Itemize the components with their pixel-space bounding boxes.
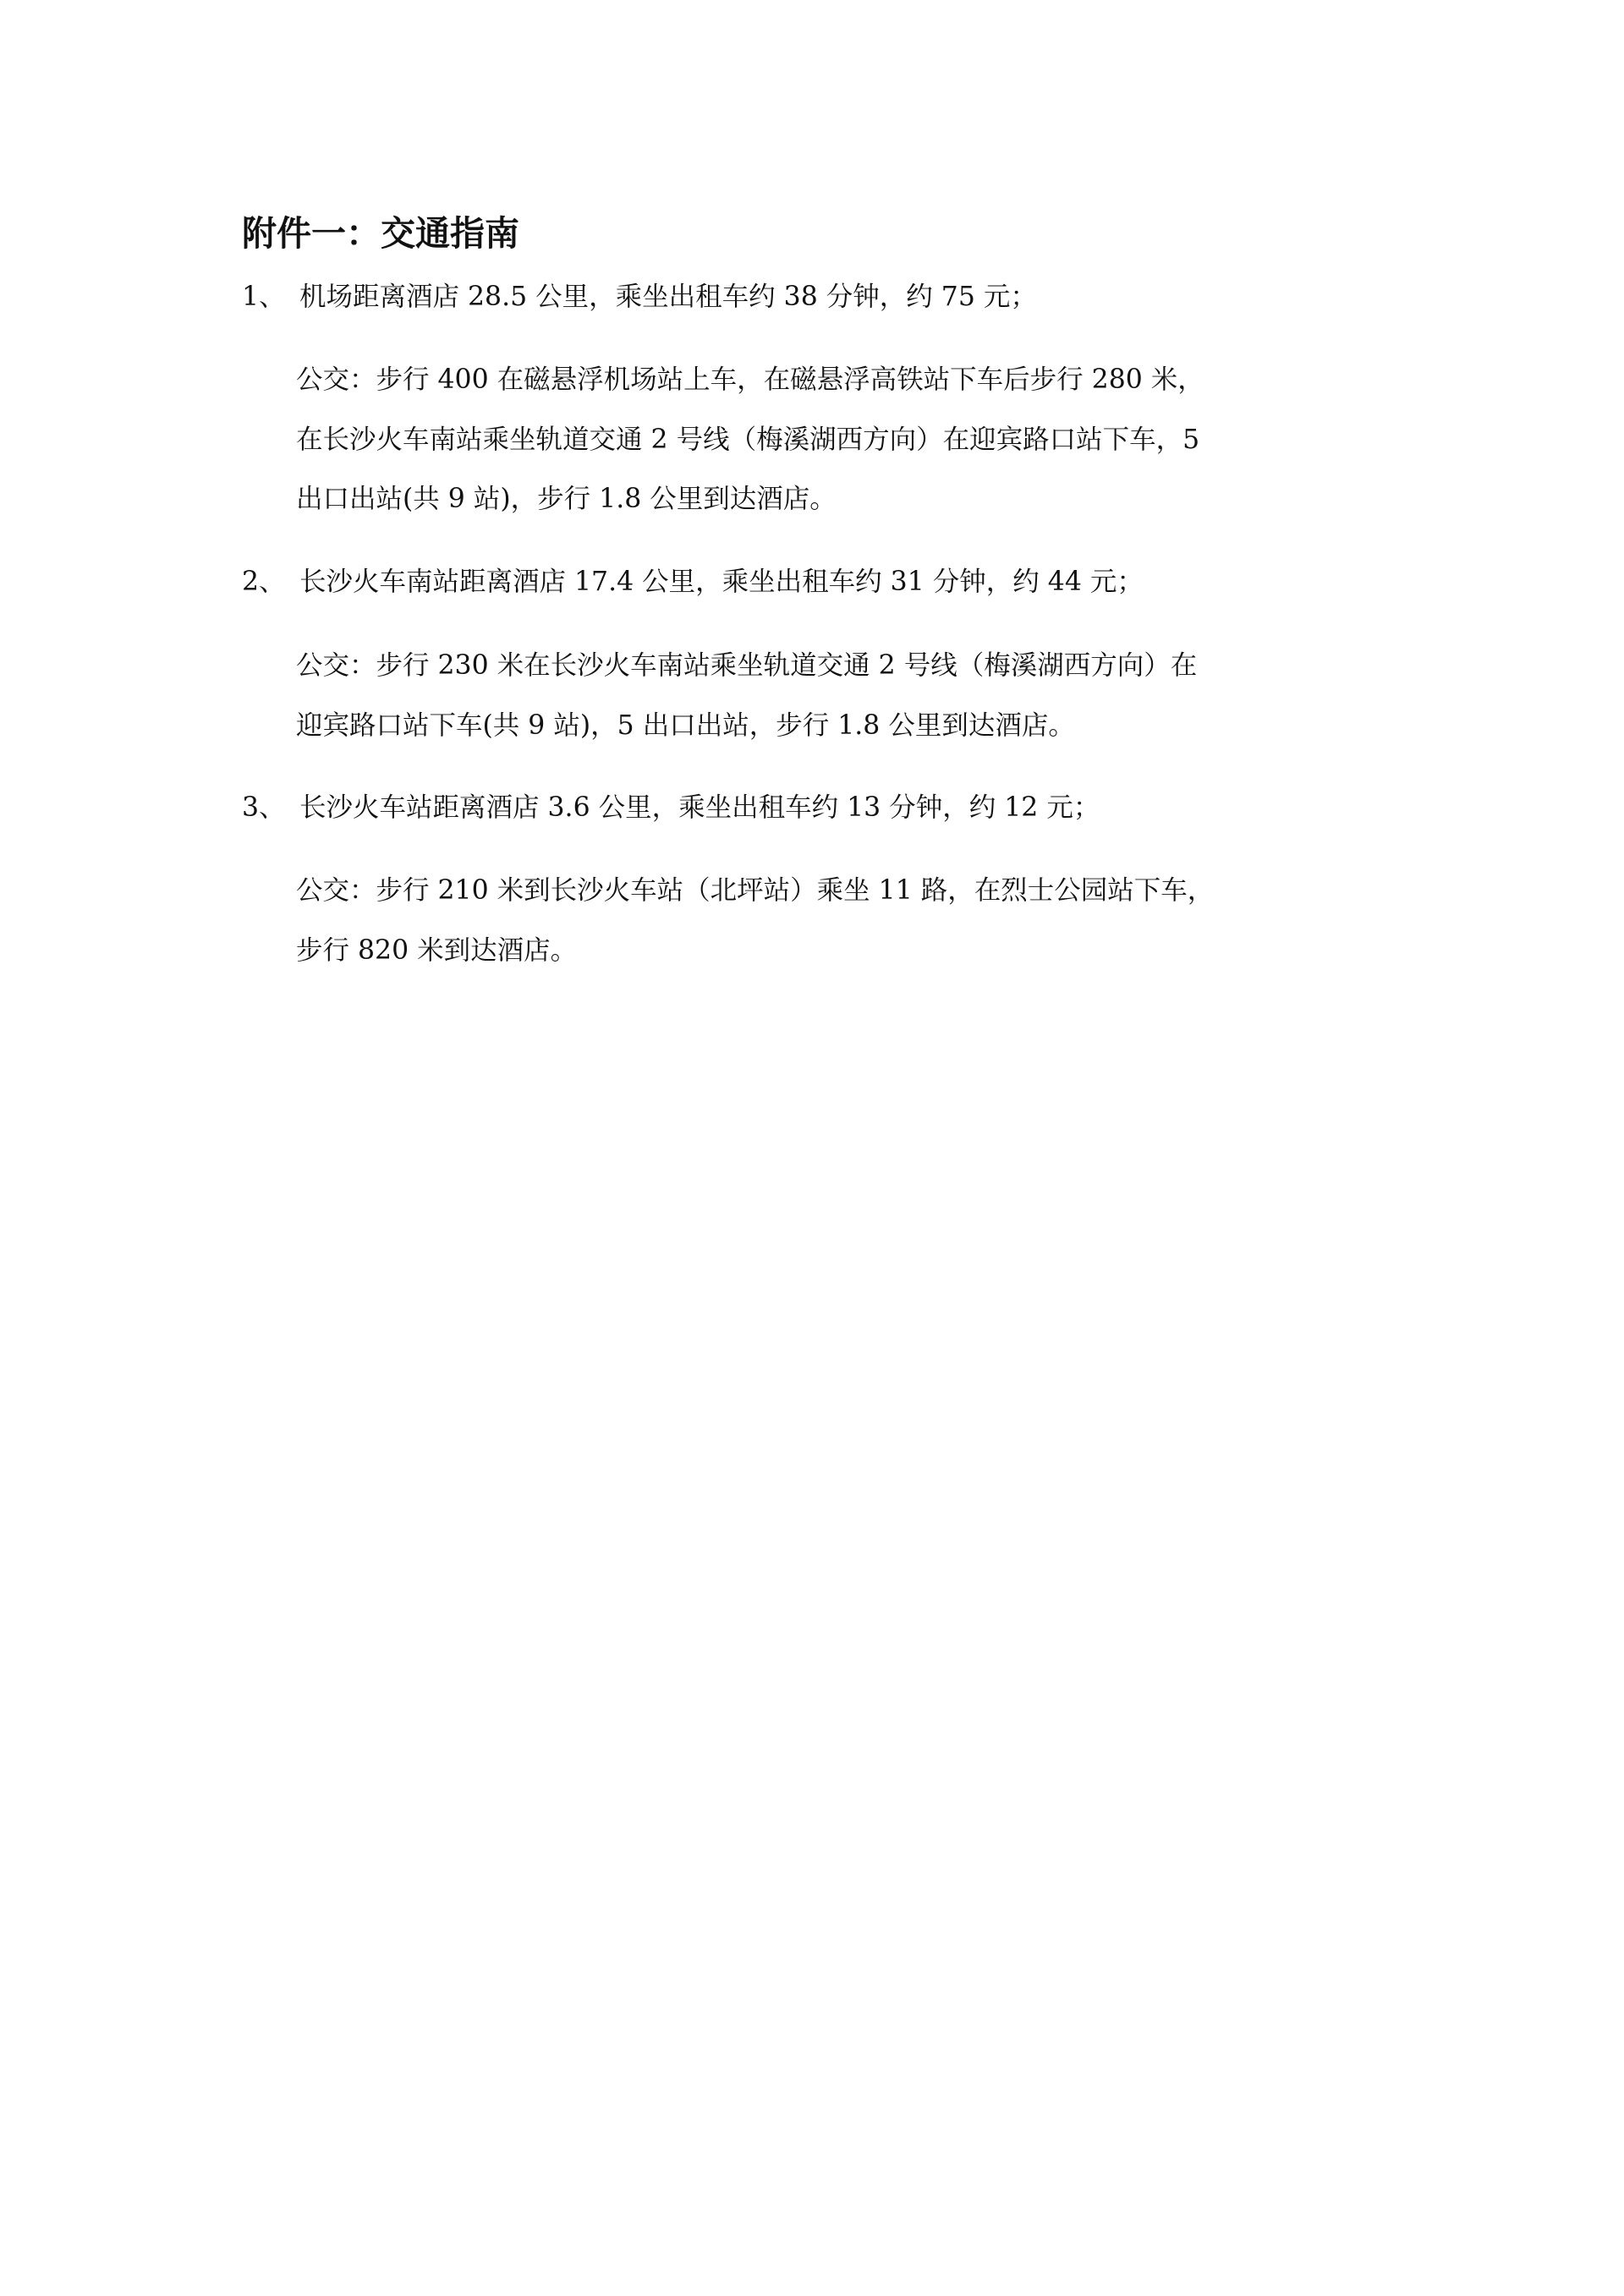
list-item — [242, 562, 1144, 601]
transit-directions — [296, 350, 1396, 529]
transit-directions — [296, 636, 1396, 755]
transit-line: 公交：步行 210 米到长沙火车站（北坪站）乘坐 11 路，在烈士公园站下车， — [296, 875, 1215, 906]
item-summary: 长沙火车站距离酒店 3.6 公里，乘坐出租车约 13 分钟，约 12 元； — [299, 792, 1100, 823]
transit-line: 步行 820 米到达酒店。 — [296, 934, 578, 966]
item-number: 2、 — [242, 567, 286, 597]
transit-line: 迎宾路口站下车(共 9 站)，5 出口出站，步行 1.8 公里到达酒店。 — [296, 710, 1075, 741]
list-item — [242, 277, 1037, 316]
list-item — [242, 788, 1100, 827]
transit-line: 公交：步行 400 在磁悬浮机场站上车，在磁悬浮高铁站下车后步行 280 米， — [296, 364, 1204, 395]
transit-directions — [296, 861, 1396, 980]
item-summary: 长沙火车南站距离酒店 17.4 公里，乘坐出租车约 31 分钟，约 44 元； — [299, 567, 1144, 597]
item-number: 3、 — [242, 792, 286, 823]
page-title: 附件一：交通指南 — [242, 213, 519, 254]
transit-line: 公交：步行 230 米在长沙火车南站乘坐轨道交通 2 号线（梅溪湖西方向）在 — [296, 650, 1198, 681]
item-summary: 机场距离酒店 28.5 公里，乘坐出租车约 38 分钟，约 75 元； — [299, 282, 1037, 312]
item-number: 1、 — [242, 282, 286, 312]
transit-line: 在长沙火车南站乘坐轨道交通 2 号线（梅溪湖西方向）在迎宾路口站下车，5 — [296, 424, 1200, 455]
transit-line: 出口出站(共 9 站)，步行 1.8 公里到达酒店。 — [296, 484, 837, 514]
